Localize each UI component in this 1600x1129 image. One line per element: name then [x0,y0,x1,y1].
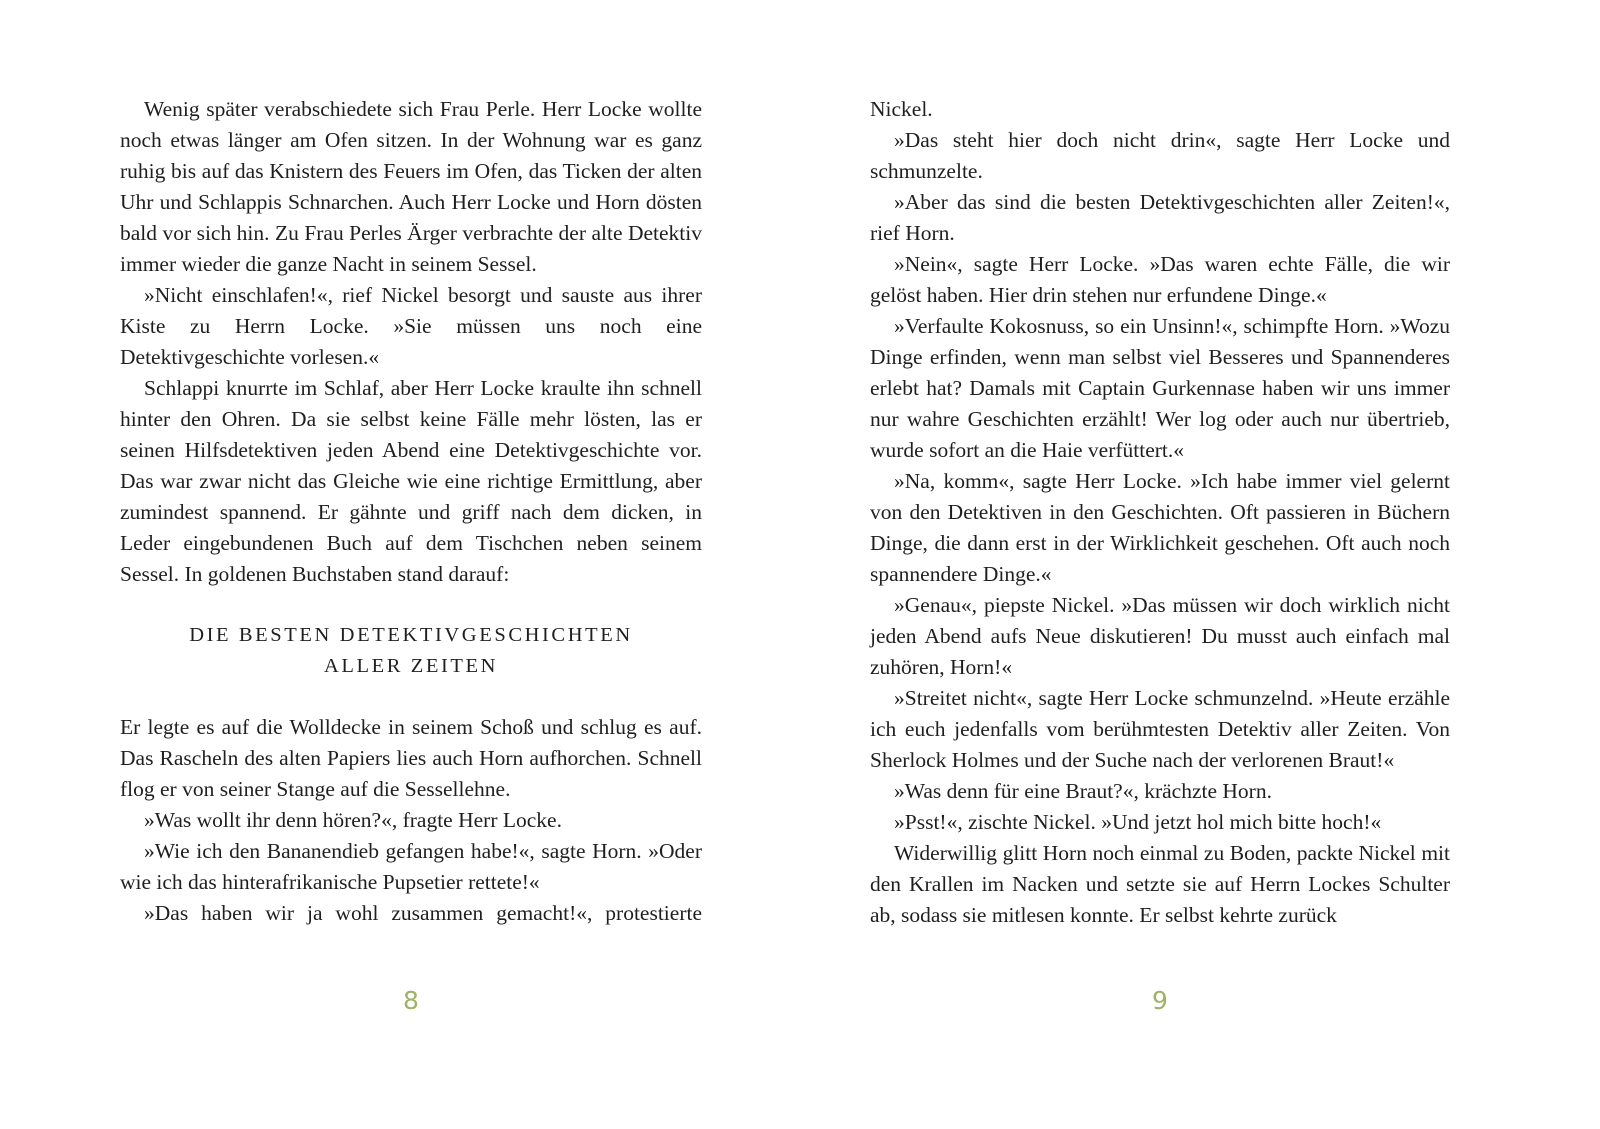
page-left-text [120,94,702,929]
page-number-left: 8 [403,986,419,1015]
paragraph: »Das haben wir ja wohl zusammen gemacht!«, protestierte [144,901,702,925]
book-title-heading [120,620,702,682]
heading-line: ALLER ZEITEN [323,655,499,677]
paragraph: Widerwillig glitt Horn noch einmal zu Boden, packte Nickel mit den Krallen im Nacken und setzte sie auf Herrn Lockes Schulter ab, sodass sie mitlesen konnte. Er selbst kehrte zurück [870,841,1450,927]
paragraph: »Was denn für eine Braut?«, krächzte Horn. [894,779,1272,803]
paragraph: Er legte es auf die Wolldecke in seinem Schoß und schlug es auf. Das Rascheln des alten Papiers lies auch Horn aufhorchen. Schnell flog er von seiner Stange auf die Sessellehne. [120,715,702,801]
paragraph: »Na, komm«, sagte Herr Locke. »Ich habe immer viel gelernt von den Detektiven in den Geschichten. Oft passieren in Büchern Dinge, die dann erst in der Wirklichkeit geschehen. Oft auch noch spannendere Dinge.« [870,469,1450,586]
paragraph: »Nein«, sagte Herr Locke. »Das waren echte Fälle, die wir gelöst haben. Hier drin stehen nur erfundene Dinge.« [870,252,1450,307]
paragraph: Wenig später verabschiedete sich Frau Perle. Herr Locke wollte noch etwas länger am Ofen sitzen. In der Wohnung war es ganz ruhig bis auf das Knistern des Feuers im Ofen, das Ticken der alten Uhr und Schlappis Schnarchen. Auch Herr Locke und Horn dösten bald vor sich hin. Zu Frau Perles Ärger verbrachte der alte Detektiv immer wieder die ganze Nacht in seinem Sessel. [120,97,702,276]
paragraph: Nickel. [870,97,933,121]
paragraph: Schlappi knurrte im Schlaf, aber Herr Locke kraulte ihn schnell hinter den Ohren. Da sie selbst keine Fälle mehr lösten, las er seinen Hilfsdetektiven jeden Abend eine Detektivgeschichte vor. Das war zwar nicht das Gleiche wie eine richtige Ermittlung, aber zumindest spannend. Er gähnte und griff nach dem dicken, in Leder eingebundenen Buch auf dem Tischchen neben seinem Sessel. In goldenen Buchstaben stand darauf: [120,376,702,586]
page-right-text [870,94,1450,931]
paragraph: »Genau«, piepste Nickel. »Das müssen wir doch wirklich nicht jeden Abend aufs Neue diskutieren! Du musst auch einfach mal zuhören, Horn!« [870,593,1450,679]
paragraph: »Verfaulte Kokosnuss, so ein Unsinn!«, schimpfte Horn. »Wozu Dinge erfinden, wenn man selbst viel Besseres und Spannenderes erlebt hat? Damals mit Captain Gurkennase haben wir uns immer nur wahre Geschichten erzählt! Wer log oder auch nur übertrieb, wurde sofort an die Haie verfüttert.« [870,314,1450,462]
page-number-right: 9 [1152,986,1168,1015]
paragraph: »Aber das sind die besten Detektivgeschichten aller Zeiten!«, rief Horn. [870,190,1450,245]
paragraph: »Streitet nicht«, sagte Herr Locke schmunzelnd. »Heute erzähle ich euch jedenfalls vom berühmtesten Detektiv aller Zeiten. Von Sherlock Holmes und der Suche nach der verlorenen Braut!« [870,686,1450,772]
paragraph: »Psst!«, zischte Nickel. »Und jetzt hol mich bitte hoch!« [894,810,1382,834]
book-page-right [800,0,1600,1129]
paragraph: »Was wollt ihr denn hören?«, fragte Herr Locke. [144,808,562,832]
heading-line: DIE BESTEN DETEKTIVGESCHICHTEN [189,624,633,646]
paragraph: »Wie ich den Bananendieb gefangen habe!«, sagte Horn. »Oder wie ich das hinterafrikanische Pupsetier rettete!« [120,839,702,894]
paragraph: »Nicht einschlafen!«, rief Nickel besorgt und sauste aus ihrer Kiste zu Herrn Locke. »Sie müssen uns noch eine Detektivgeschichte vorlesen.« [120,283,702,369]
paragraph: »Das steht hier doch nicht drin«, sagte Herr Locke und schmunzelte. [870,128,1450,183]
